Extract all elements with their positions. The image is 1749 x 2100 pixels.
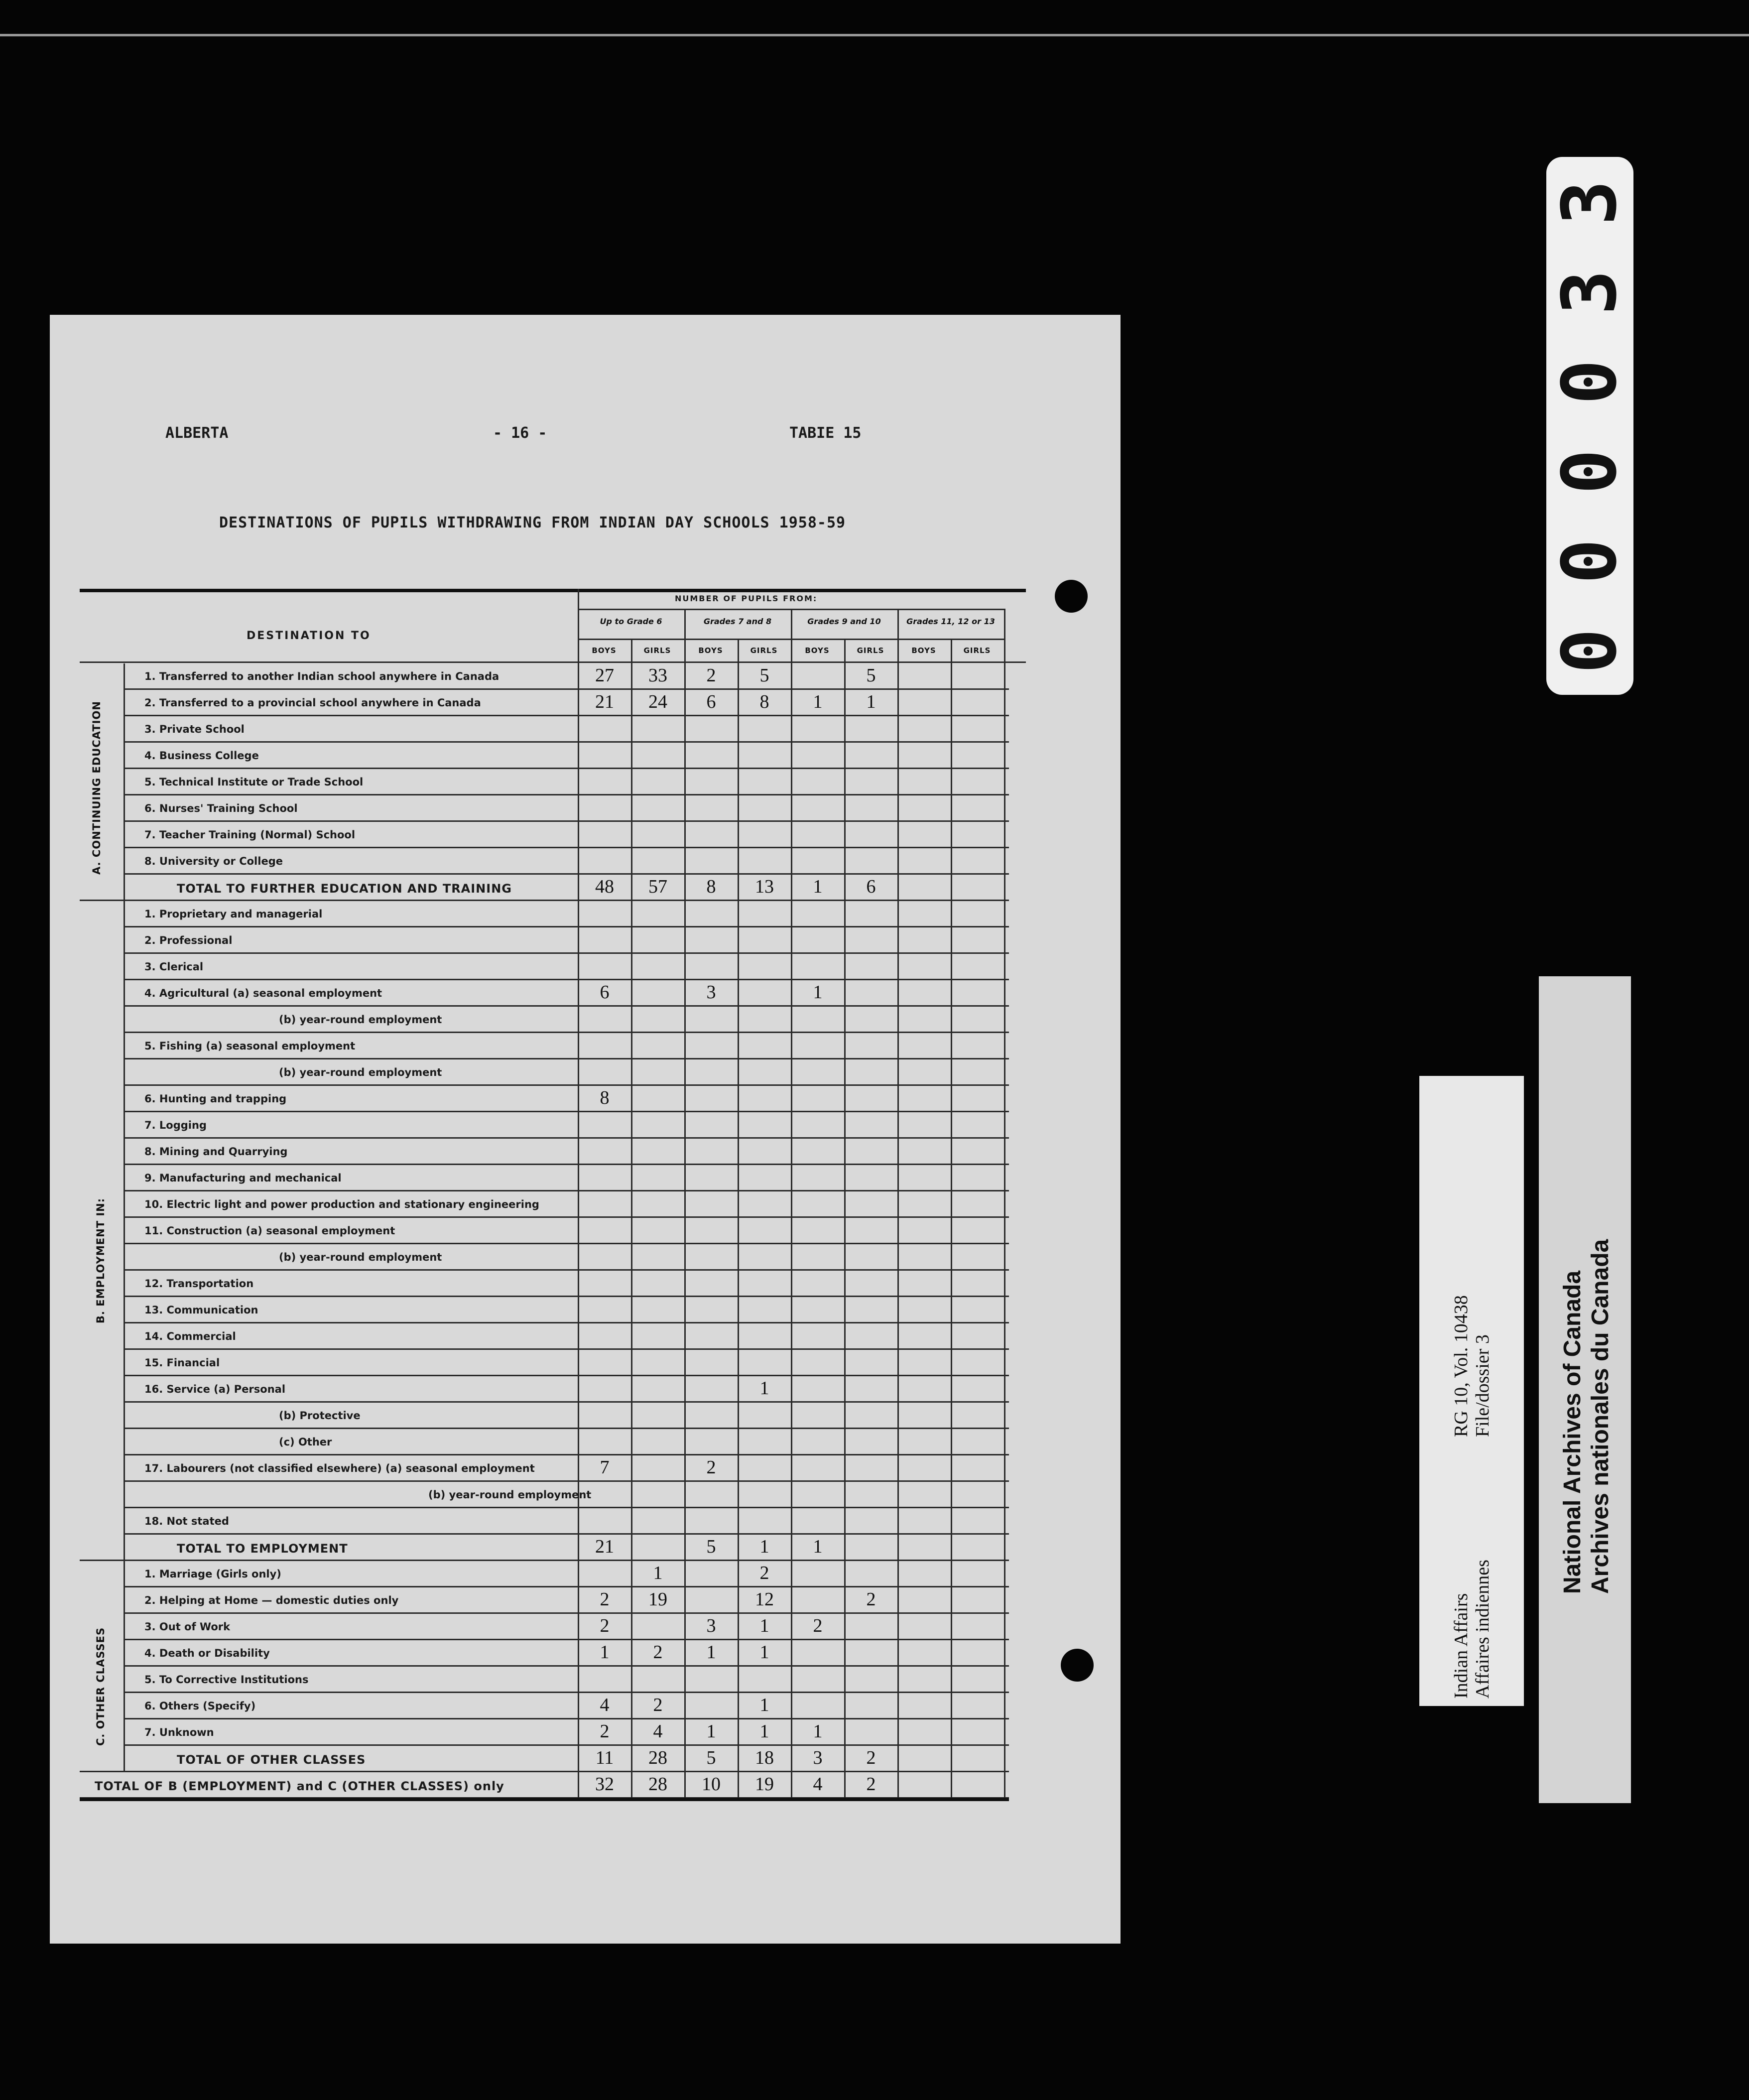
row-rule	[80, 1771, 1009, 1772]
table-cell: 1	[759, 1721, 769, 1742]
grade-group-header: Grades 7 and 8	[703, 617, 772, 626]
table-cell: 1	[759, 1536, 769, 1557]
row-rule	[124, 847, 1009, 848]
grade-group-header: Grades 11, 12 or 13	[906, 617, 995, 626]
boys-header: BOYS	[911, 646, 936, 655]
row-label: 2. Professional	[144, 934, 233, 946]
boys-header: BOYS	[698, 646, 723, 655]
table-cell: 1	[653, 1563, 663, 1583]
column-divider	[684, 609, 686, 1799]
table-cell: 1	[759, 1378, 769, 1399]
table-cell: 28	[648, 1774, 667, 1795]
table-cell: 8	[706, 876, 716, 897]
total-row-label: TOTAL TO EMPLOYMENT	[177, 1542, 348, 1556]
table-cell: 1	[813, 876, 823, 897]
table-cell: 1	[813, 982, 823, 1003]
table-cell: 2	[866, 1589, 876, 1610]
row-rule	[124, 1480, 1009, 1482]
table-cell: 2	[759, 1563, 769, 1583]
section-c-label: C. OTHER CLASSES	[95, 1627, 107, 1746]
row-label: 3. Out of Work	[144, 1621, 231, 1633]
row-rule	[124, 1058, 1009, 1059]
table-cell: 10	[702, 1774, 721, 1795]
frame-counter-digit: 3	[1546, 269, 1633, 315]
row-label: 1. Marriage (Girls only)	[144, 1568, 281, 1580]
row-rule	[124, 1744, 1009, 1746]
table-cell: 2	[813, 1615, 823, 1636]
row-label: 3. Private School	[144, 723, 245, 735]
row-rule	[124, 715, 1009, 716]
row-rule	[124, 741, 1009, 743]
girls-header: GIRLS	[963, 646, 991, 655]
row-rule	[124, 1164, 1009, 1165]
table-cell: 11	[595, 1747, 614, 1768]
punch-hole-top	[1055, 580, 1088, 613]
table-cell: 6	[866, 876, 876, 897]
row-label: (b) year-round employment	[279, 1014, 442, 1026]
archive-name-label	[1539, 976, 1631, 1803]
archive-label-line3: RG 10, Vol. 10438	[1451, 1295, 1472, 1437]
table-cell: 13	[755, 876, 774, 897]
row-label: 7. Teacher Training (Normal) School	[144, 829, 356, 841]
row-rule	[124, 820, 1009, 822]
archive-label-line1: Indian Affairs	[1451, 1593, 1472, 1699]
girls-header: GIRLS	[750, 646, 778, 655]
table-top-rule	[80, 589, 1026, 592]
row-rule	[124, 1454, 1009, 1455]
row-rule	[124, 952, 1009, 954]
table-cell: 12	[755, 1589, 774, 1610]
row-label: 3. Clerical	[144, 961, 204, 973]
section-a-label: A. CONTINUING EDUCATION	[91, 701, 103, 875]
table-bottom-rule	[80, 1798, 1009, 1801]
table-cell: 1	[866, 691, 876, 712]
row-rule	[124, 688, 1009, 690]
table-cell: 5	[706, 1747, 716, 1768]
row-label: (b) year-round employment	[279, 1251, 442, 1263]
boys-header: BOYS	[805, 646, 830, 655]
table-cell: 1	[813, 691, 823, 712]
row-label: 11. Construction (a) seasonal employment	[144, 1225, 395, 1237]
row-label: 2. Transferred to a provincial school anywhere in Canada	[144, 697, 481, 709]
page-number: - 16 -	[493, 424, 547, 442]
row-label: 7. Unknown	[144, 1726, 214, 1738]
row-label: 17. Labourers (not classified elsewhere) (a) seasonal employment	[144, 1462, 535, 1474]
row-rule	[124, 1137, 1009, 1139]
archive-label-line4: File/dossier 3	[1472, 1334, 1493, 1437]
table-cell: 6	[600, 982, 610, 1003]
table-cell: 48	[595, 876, 614, 897]
row-label: 15. Financial	[144, 1357, 220, 1369]
row-label: 8. Mining and Quarrying	[144, 1146, 288, 1158]
row-label: 5. Technical Institute or Trade School	[144, 776, 364, 788]
grade-group-header: Up to Grade 6	[600, 617, 662, 626]
row-label: 5. To Corrective Institutions	[144, 1674, 309, 1686]
row-rule	[124, 1348, 1009, 1350]
row-rule	[124, 1005, 1009, 1007]
province-header: ALBERTA	[165, 424, 229, 442]
row-rule	[124, 1269, 1009, 1271]
table-cell: 28	[648, 1747, 667, 1768]
section-divider	[124, 663, 125, 1772]
row-rule	[124, 926, 1009, 927]
film-edge-line	[0, 34, 1749, 36]
table-cell: 21	[595, 1536, 614, 1557]
table-cell: 2	[866, 1747, 876, 1768]
table-cell: 6	[706, 691, 716, 712]
column-divider	[1004, 609, 1005, 1799]
row-rule	[124, 1111, 1009, 1112]
row-label: 9. Manufacturing and mechanical	[144, 1172, 342, 1184]
row-label: 8. University or College	[144, 855, 283, 867]
table-cell: 21	[595, 691, 614, 712]
frame-counter-digit: 0	[1546, 628, 1633, 674]
table-cell: 1	[759, 1615, 769, 1636]
row-rule	[124, 768, 1009, 769]
table-cell: 7	[600, 1457, 610, 1478]
table-cell: 2	[653, 1695, 663, 1715]
archive-label-line2: Affaires indiennes	[1472, 1560, 1493, 1699]
column-divider	[897, 609, 899, 1799]
table-cell: 32	[595, 1774, 614, 1795]
row-label: 13. Communication	[144, 1304, 258, 1316]
row-label: 2. Helping at Home — domestic duties only	[144, 1594, 399, 1606]
row-rule	[124, 979, 1009, 980]
number-of-pupils-header: NUMBER OF PUPILS FROM:	[675, 594, 818, 603]
row-rule	[124, 1612, 1009, 1614]
column-divider	[631, 639, 632, 1799]
row-rule	[124, 1428, 1009, 1429]
frame-counter-digit: 0	[1546, 359, 1633, 405]
row-rule	[124, 1639, 1009, 1640]
girls-header: GIRLS	[857, 646, 884, 655]
row-rule	[124, 1375, 1009, 1376]
row-rule	[124, 1032, 1009, 1033]
table-cell: 24	[648, 691, 667, 712]
total-row-label: TOTAL OF OTHER CLASSES	[177, 1753, 366, 1767]
column-divider	[738, 639, 739, 1799]
girls-header: GIRLS	[643, 646, 671, 655]
table-number: TABIE 15	[789, 424, 862, 442]
table-cell: 4	[653, 1721, 663, 1742]
table-cell: 3	[706, 982, 716, 1003]
table-cell: 4	[600, 1695, 610, 1715]
archive-name-line2: Archives nationales du Canada	[1587, 1239, 1614, 1594]
row-label: (c) Other	[279, 1436, 332, 1448]
destination-header: DESTINATION TO	[247, 630, 371, 642]
row-label: 6. Nurses' Training School	[144, 802, 298, 814]
row-label: (b) year-round employment	[428, 1489, 592, 1501]
table-cell: 2	[706, 665, 716, 686]
row-label: 5. Fishing (a) seasonal employment	[144, 1040, 356, 1052]
table-cell: 5	[706, 1536, 716, 1557]
column-divider	[951, 639, 952, 1799]
frame-counter-digit: 0	[1546, 538, 1633, 584]
table-cell: 2	[600, 1721, 610, 1742]
table-cell: 27	[595, 665, 614, 686]
table-cell: 2	[706, 1457, 716, 1478]
table-cell: 19	[648, 1589, 667, 1610]
column-divider	[844, 639, 846, 1799]
total-row-label: TOTAL OF B (EMPLOYMENT) and C (OTHER CLASSES) only	[95, 1779, 504, 1793]
row-label: 4. Business College	[144, 750, 259, 762]
row-rule	[124, 1586, 1009, 1587]
table-cell: 1	[600, 1642, 610, 1663]
row-rule	[124, 1296, 1009, 1297]
table-cell: 1	[759, 1642, 769, 1663]
row-label: 12. Transportation	[144, 1278, 254, 1290]
table-cell: 1	[706, 1642, 716, 1663]
row-rule	[124, 1216, 1009, 1218]
row-label: 18. Not stated	[144, 1515, 229, 1527]
table-cell: 5	[759, 665, 769, 686]
table-cell: 8	[600, 1087, 610, 1108]
row-rule	[124, 1243, 1009, 1244]
document-sheet	[50, 315, 1121, 1944]
row-label: 1. Transferred to another Indian school anywhere in Canada	[144, 670, 500, 682]
row-label: 6. Hunting and trapping	[144, 1093, 287, 1105]
row-label: (b) year-round employment	[279, 1066, 442, 1078]
row-label: 1. Proprietary and managerial	[144, 908, 323, 920]
row-rule	[124, 1665, 1009, 1667]
row-label: (b) Protective	[279, 1410, 361, 1422]
row-rule	[124, 1692, 1009, 1693]
header-bottom-rule	[80, 661, 1026, 663]
row-label: 4. Death or Disability	[144, 1647, 270, 1659]
table-cell: 1	[706, 1721, 716, 1742]
table-cell: 33	[648, 665, 667, 686]
row-label: 4. Agricultural (a) seasonal employment	[144, 987, 382, 999]
row-rule	[80, 1560, 1009, 1561]
table-cell: 18	[755, 1747, 774, 1768]
table-cell: 3	[706, 1615, 716, 1636]
row-rule	[124, 1084, 1009, 1086]
table-cell: 4	[813, 1774, 823, 1795]
table-cell: 19	[755, 1774, 774, 1795]
table-cell: 2	[600, 1589, 610, 1610]
row-rule	[124, 1190, 1009, 1191]
row-rule	[124, 1533, 1009, 1535]
archive-reference-label	[1419, 1076, 1524, 1706]
column-divider	[791, 609, 792, 1799]
table-cell: 2	[653, 1642, 663, 1663]
grade-group-header: Grades 9 and 10	[807, 617, 881, 626]
row-rule	[124, 1718, 1009, 1719]
section-b-label: B. EMPLOYMENT IN:	[95, 1197, 107, 1323]
total-row-label: TOTAL TO FURTHER EDUCATION AND TRAINING	[177, 882, 512, 896]
row-rule	[124, 1507, 1009, 1508]
frame-counter-digit: 0	[1546, 449, 1633, 495]
row-label: 7. Logging	[144, 1119, 207, 1131]
table-cell: 3	[813, 1747, 823, 1768]
boys-header: BOYS	[592, 646, 617, 655]
table-cell: 1	[813, 1536, 823, 1557]
punch-hole-bottom	[1061, 1649, 1094, 1682]
row-label: 6. Others (Specify)	[144, 1700, 256, 1712]
row-label: 16. Service (a) Personal	[144, 1383, 286, 1395]
document-title: DESTINATIONS OF PUPILS WITHDRAWING FROM INDIAN DAY SCHOOLS 1958-59	[219, 514, 846, 531]
table-cell: 57	[648, 876, 667, 897]
table-cell: 5	[866, 665, 876, 686]
row-label: 14. Commercial	[144, 1330, 236, 1342]
column-divider	[578, 589, 579, 1799]
row-rule	[80, 900, 1009, 901]
row-rule	[124, 1401, 1009, 1403]
row-rule	[124, 1322, 1009, 1323]
table-cell: 1	[759, 1695, 769, 1715]
row-label: 10. Electric light and power production and stationary engineering	[144, 1198, 539, 1210]
table-cell: 1	[813, 1721, 823, 1742]
table-cell: 2	[600, 1615, 610, 1636]
row-rule	[124, 794, 1009, 795]
table-cell: 8	[759, 691, 769, 712]
archive-name-line1: National Archives of Canada	[1559, 1270, 1586, 1594]
row-rule	[124, 873, 1009, 875]
frame-counter	[1546, 157, 1633, 695]
frame-counter-digit: 3	[1546, 180, 1633, 226]
table-cell: 2	[866, 1774, 876, 1795]
